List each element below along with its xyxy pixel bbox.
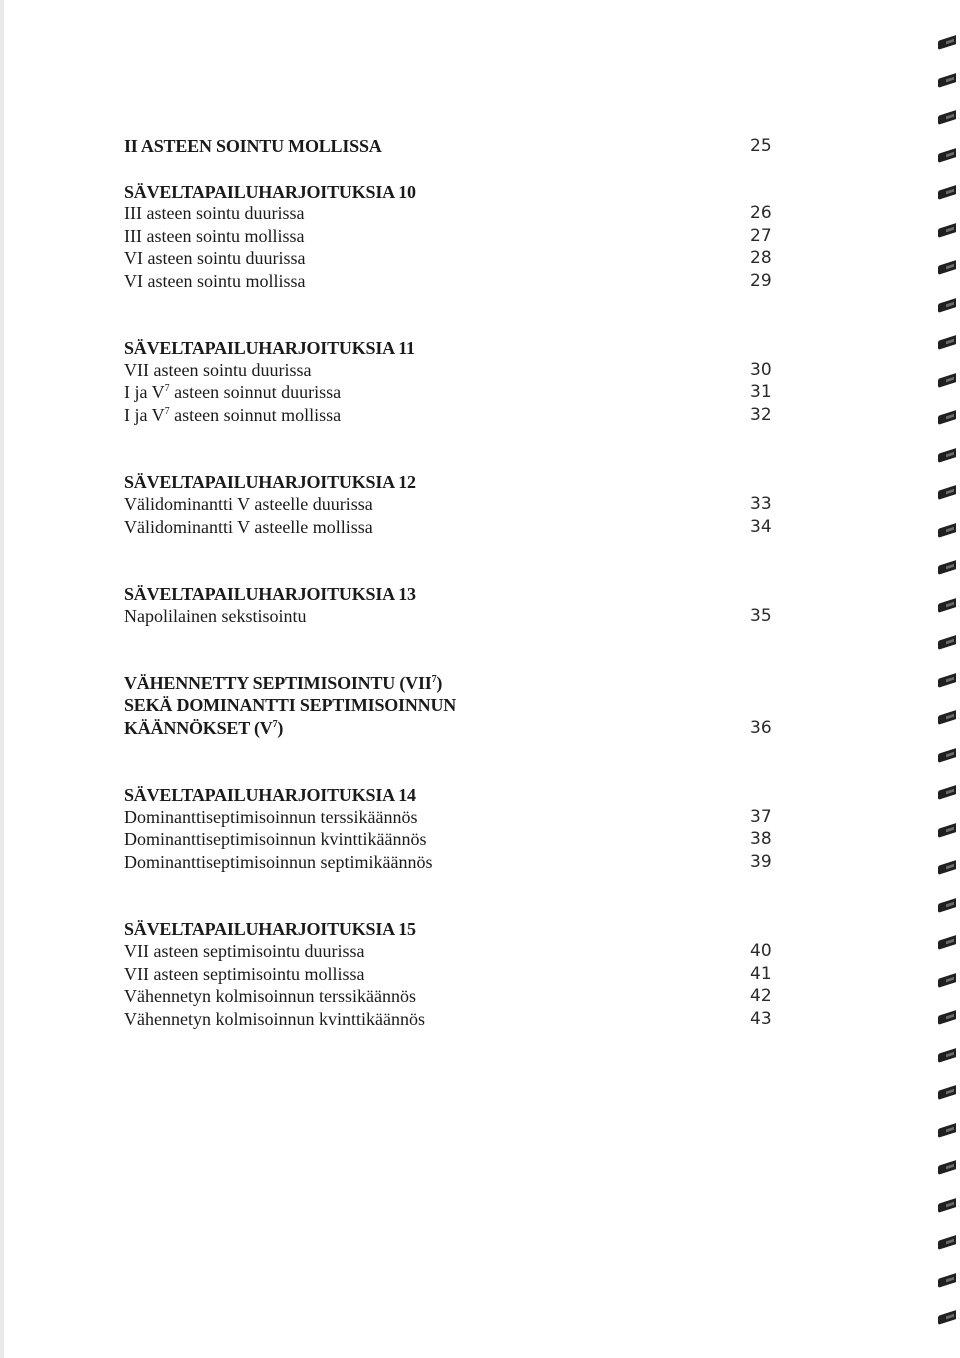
- binding-ring: [938, 898, 956, 913]
- toc-entry-title: [124, 380, 341, 404]
- toc-entry-title: Vähennetyn kolmisoinnun terssikäännös: [124, 986, 416, 1006]
- binding-ring: [938, 335, 956, 350]
- toc-entry-title: VII asteen sointu duurissa: [124, 360, 312, 380]
- toc-page-number: 27: [750, 226, 772, 246]
- toc-page-number: 37: [750, 807, 772, 827]
- toc-entry-title: SEKÄ DOMINANTTI SEPTIMISOINNUN: [124, 695, 457, 715]
- binding-ring: [938, 635, 956, 650]
- binding-ring: [938, 785, 956, 800]
- binding-ring: [938, 598, 956, 613]
- binding-ring: [938, 373, 956, 388]
- binding-ring: [938, 1198, 956, 1213]
- toc-entry-title: VII asteen septimisointu duurissa: [124, 941, 365, 961]
- toc-page-number: 35: [750, 606, 772, 626]
- toc-entry-title: SÄVELTAPAILUHARJOITUKSIA 10: [124, 182, 416, 202]
- toc-entry-title: [124, 403, 341, 427]
- toc-page-number: 41: [750, 964, 772, 984]
- toc-page-number: 29: [750, 271, 772, 291]
- binding-ring: [938, 1235, 956, 1250]
- binding-ring: [938, 1010, 956, 1025]
- title-text: KÄÄNNÖKSET (V: [124, 718, 273, 738]
- toc-entry-heading: [124, 671, 776, 695]
- toc-entry: [124, 515, 776, 539]
- toc-page-number: 34: [750, 517, 772, 537]
- binding-ring: [938, 485, 956, 500]
- binding-ring: [938, 523, 956, 538]
- toc-entry: [124, 1007, 776, 1031]
- toc-entry: [124, 827, 776, 851]
- toc-entry-title: Dominanttiseptimisoinnun terssikäännös: [124, 807, 418, 827]
- toc-entry-title: Napolilainen sekstisointu: [124, 606, 307, 626]
- toc-entry: [124, 492, 776, 516]
- toc-entry: [124, 805, 776, 829]
- toc-entry-heading: [124, 693, 776, 717]
- binding-ring: [938, 560, 956, 575]
- toc-entry: [124, 201, 776, 225]
- binding-ring: [938, 410, 956, 425]
- toc-entry-heading: [124, 716, 776, 740]
- toc-page-number: 28: [750, 248, 772, 268]
- toc-page-number: 43: [750, 1009, 772, 1029]
- toc-page-number: 33: [750, 494, 772, 514]
- toc-entry: [124, 380, 776, 404]
- toc-section-heading: [124, 336, 776, 360]
- toc-entry: [124, 604, 776, 628]
- toc-entry-title: [124, 671, 442, 695]
- toc-entry-title: II ASTEEN SOINTU MOLLISSA: [124, 136, 382, 156]
- toc-page-number: 26: [750, 203, 772, 223]
- superscript: 7: [431, 674, 437, 685]
- binding-ring: [938, 1048, 956, 1063]
- toc-entry: [124, 403, 776, 427]
- binding-ring: [938, 673, 956, 688]
- binding-ring: [938, 748, 956, 763]
- toc-entry: [124, 984, 776, 1008]
- binding-ring: [938, 935, 956, 950]
- toc-entry-title: Dominanttiseptimisoinnun septimikäännös: [124, 852, 433, 872]
- binding-ring: [938, 860, 956, 875]
- toc-entry: [124, 962, 776, 986]
- toc-entry-title: Vähennetyn kolmisoinnun kvinttikäännös: [124, 1009, 425, 1029]
- toc-entry-title: [124, 716, 283, 740]
- toc-entry-title: Välidominantti V asteelle mollissa: [124, 517, 373, 537]
- toc-section-heading: [124, 470, 776, 494]
- binding-ring: [938, 260, 956, 275]
- toc-entry-title: VI asteen sointu mollissa: [124, 271, 306, 291]
- toc-page-number: 32: [750, 405, 772, 425]
- toc-entry: [124, 939, 776, 963]
- binding-ring: [938, 1160, 956, 1175]
- binding-ring: [938, 35, 956, 50]
- title-text-after: ): [436, 673, 443, 693]
- superscript: 7: [164, 383, 170, 394]
- toc-entry: [124, 246, 776, 270]
- title-text: I ja V: [124, 405, 165, 425]
- toc-entry-title: VI asteen sointu duurissa: [124, 248, 306, 268]
- toc-entry-title: SÄVELTAPAILUHARJOITUKSIA 14: [124, 785, 416, 805]
- superscript: 7: [164, 406, 170, 417]
- title-text-after: asteen soinnut mollissa: [169, 405, 342, 425]
- binding-ring: [938, 448, 956, 463]
- binding-ring: [938, 185, 956, 200]
- title-text-after: ): [277, 718, 284, 738]
- binding-ring: [938, 823, 956, 838]
- toc-entry: [124, 358, 776, 382]
- superscript: 7: [272, 719, 278, 730]
- title-text-after: asteen soinnut duurissa: [169, 382, 342, 402]
- binding-ring: [938, 148, 956, 163]
- toc-page-number: 36: [750, 718, 772, 738]
- toc-section-heading: [124, 582, 776, 606]
- toc-page-number: 42: [750, 986, 772, 1006]
- toc-entry: [124, 269, 776, 293]
- title-text: VÄHENNETTY SEPTIMISOINTU (VII: [124, 673, 432, 693]
- toc-entry-title: SÄVELTAPAILUHARJOITUKSIA 15: [124, 919, 416, 939]
- toc-page-number: 25: [750, 136, 772, 156]
- toc-entry-title: III asteen sointu mollissa: [124, 226, 305, 246]
- title-text: I ja V: [124, 382, 165, 402]
- binding-ring: [938, 223, 956, 238]
- binding-ring: [938, 973, 956, 988]
- toc-entry: [124, 224, 776, 248]
- toc-entry-title: SÄVELTAPAILUHARJOITUKSIA 11: [124, 338, 415, 358]
- binding-ring: [938, 1123, 956, 1138]
- toc-entry-title: VII asteen septimisointu mollissa: [124, 964, 365, 984]
- toc-entry-title: SÄVELTAPAILUHARJOITUKSIA 12: [124, 472, 416, 492]
- toc-entry-title: III asteen sointu duurissa: [124, 203, 305, 223]
- toc-entry-heading: [124, 134, 776, 158]
- toc-page-number: 40: [750, 941, 772, 961]
- spiral-binding: [916, 0, 960, 1358]
- binding-ring: [938, 1310, 956, 1325]
- binding-ring: [938, 110, 956, 125]
- toc-entry-title: Välidominantti V asteelle duurissa: [124, 494, 373, 514]
- toc-section-heading: [124, 917, 776, 941]
- toc-section-heading: [124, 783, 776, 807]
- toc-entry: [124, 850, 776, 874]
- page-left-edge: [0, 0, 4, 1358]
- binding-ring: [938, 1273, 956, 1288]
- toc-page-number: 30: [750, 360, 772, 380]
- toc-entry-title: Dominanttiseptimisoinnun kvinttikäännös: [124, 829, 427, 849]
- toc-entry-title: SÄVELTAPAILUHARJOITUKSIA 13: [124, 584, 416, 604]
- binding-ring: [938, 73, 956, 88]
- binding-ring: [938, 710, 956, 725]
- toc-page-number: 38: [750, 829, 772, 849]
- toc-page-number: 39: [750, 852, 772, 872]
- binding-ring: [938, 298, 956, 313]
- binding-ring: [938, 1085, 956, 1100]
- toc-page-number: 31: [750, 382, 772, 402]
